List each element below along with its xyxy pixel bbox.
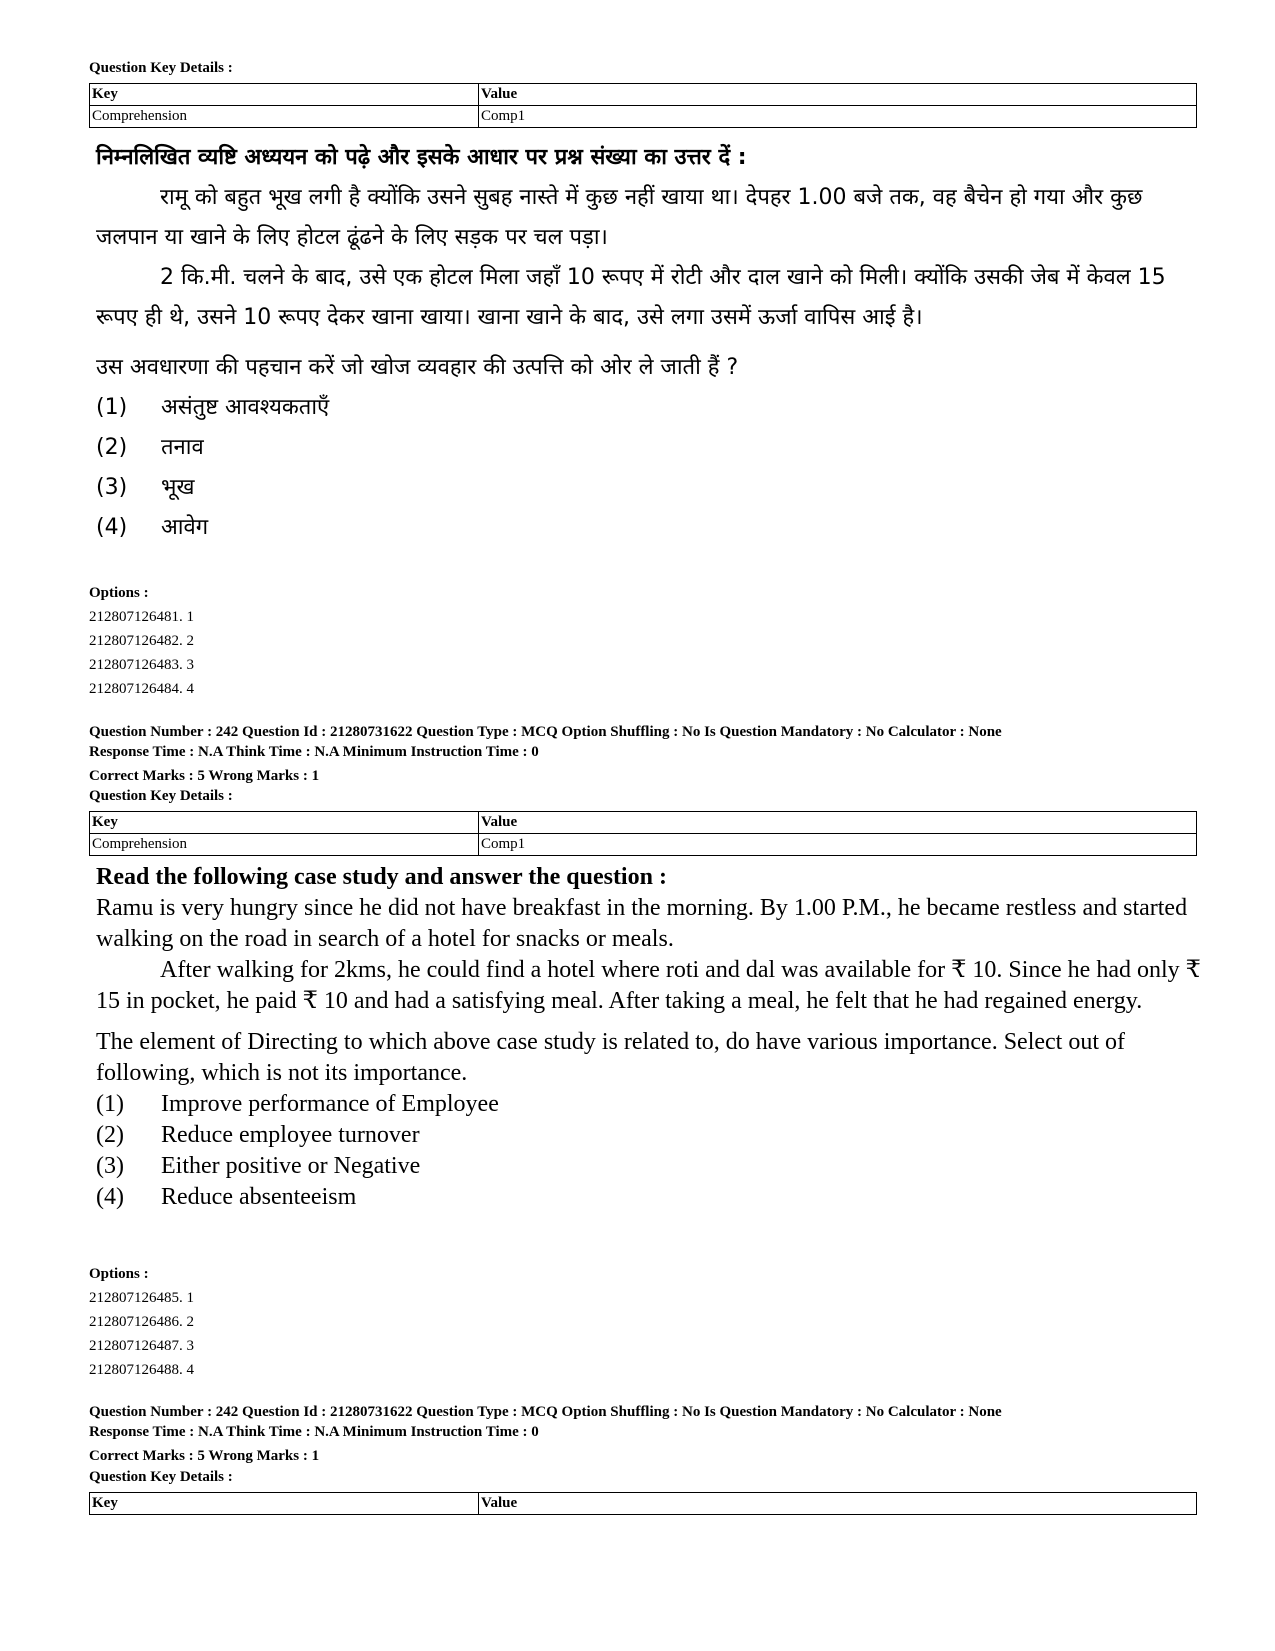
hindi-question-block bbox=[96, 138, 1204, 548]
choice-text: Either positive or Negative bbox=[161, 1153, 421, 1179]
choice-item bbox=[96, 428, 1204, 468]
choice-number: (1) bbox=[96, 395, 128, 420]
hindi-question: उस अवधारणा की पहचान करें जो खोज व्यवहार की उत्पत्ति को ओर ले जाती हैं ? bbox=[96, 355, 739, 380]
english-choices bbox=[96, 1089, 1204, 1213]
question-key-table bbox=[89, 811, 1197, 856]
choice-text: आवेग bbox=[161, 515, 209, 540]
question-key-table bbox=[89, 83, 1197, 128]
choice-text: असंतुष्ट आवश्यकताएँ bbox=[161, 395, 330, 420]
question-meta-line-2: Response Time : N.A Think Time : N.A Minimum Instruction Time : 0 bbox=[89, 744, 539, 760]
choice-text: Reduce absenteeism bbox=[161, 1184, 357, 1210]
options-label: Options : bbox=[89, 585, 149, 601]
option-item: 212807126481. 1 bbox=[89, 609, 194, 625]
choice-number: (2) bbox=[96, 435, 128, 460]
choice-number: (4) bbox=[96, 515, 128, 540]
hindi-paragraph-2: 2 कि.मी. चलने के बाद, उसे एक होटल मिला जहाँ 10 रूपए में रोटी और दाल खाने को मिली। क्योंकि उसकी जेब में केवल 15 रूपए ही थे, उसने 10 रूपए देकर खाना खाया। खाना खाने के बाद, उसे लगा उसमें ऊर्जा वापिस आई है। bbox=[96, 265, 1166, 330]
question-key-details-label: Question Key Details : bbox=[89, 788, 233, 804]
choice-item bbox=[96, 1151, 1204, 1182]
choice-item bbox=[96, 388, 1204, 428]
english-instruction: Read the following case study and answer the question : bbox=[96, 864, 667, 890]
choice-number: (4) bbox=[96, 1184, 124, 1210]
option-item: 212807126484. 4 bbox=[89, 681, 194, 697]
marks-line: Correct Marks : 5 Wrong Marks : 1 bbox=[89, 768, 320, 784]
option-item: 212807126488. 4 bbox=[89, 1362, 194, 1378]
choice-item bbox=[96, 468, 1204, 508]
question-meta-line-2: Response Time : N.A Think Time : N.A Minimum Instruction Time : 0 bbox=[89, 1424, 539, 1440]
choice-text: तनाव bbox=[161, 435, 204, 460]
choice-text: Reduce employee turnover bbox=[161, 1122, 420, 1148]
question-meta-line-1: Question Number : 242 Question Id : 21280731622 Question Type : MCQ Option Shuffling : No Is Question Mandatory : No Calculator : None bbox=[89, 1404, 1002, 1420]
question-key-details-label: Question Key Details : bbox=[89, 1469, 233, 1485]
choice-number: (1) bbox=[96, 1091, 124, 1117]
english-question-block bbox=[96, 862, 1204, 1213]
value-header: Value bbox=[479, 1493, 1197, 1515]
question-key-table bbox=[89, 1492, 1197, 1515]
option-item: 212807126486. 2 bbox=[89, 1314, 194, 1330]
value-header: Value bbox=[479, 84, 1197, 106]
choice-text: भूख bbox=[161, 475, 195, 500]
choice-item bbox=[96, 1182, 1204, 1213]
marks-line: Correct Marks : 5 Wrong Marks : 1 bbox=[89, 1448, 320, 1464]
hindi-paragraph-1: रामू को बहुत भूख लगी है क्योंकि उसने सुबह नास्ते में कुछ नहीं खाया था। देपहर 1.00 बजे तक, वह बैचेन हो गया और कुछ जलपान या खाने के लिए होटल ढूंढने के लिए सड़क पर चल पड़ा। bbox=[96, 185, 1143, 250]
english-paragraph-1: Ramu is very hungry since he did not have breakfast in the morning. By 1.00 P.M., he became restless and started walking on the road in search of a hotel for snacks or meals. bbox=[96, 895, 1188, 952]
question-key-details-label: Question Key Details : bbox=[89, 60, 233, 76]
table-header-row bbox=[90, 812, 1197, 834]
table-row bbox=[90, 834, 1197, 856]
choice-item bbox=[96, 1120, 1204, 1151]
question-meta-line-1: Question Number : 242 Question Id : 21280731622 Question Type : MCQ Option Shuffling : No Is Question Mandatory : No Calculator : None bbox=[89, 724, 1002, 740]
key-header: Key bbox=[90, 84, 479, 106]
option-item: 212807126482. 2 bbox=[89, 633, 194, 649]
option-item: 212807126487. 3 bbox=[89, 1338, 194, 1354]
options-list bbox=[89, 581, 194, 701]
key-cell: Comprehension bbox=[90, 834, 479, 856]
english-question: The element of Directing to which above case study is related to, do have various importance. Select out of following, which is not its importance. bbox=[96, 1029, 1125, 1086]
question-meta bbox=[89, 1402, 1002, 1466]
choice-number: (2) bbox=[96, 1122, 124, 1148]
hindi-instruction: निम्नलिखित व्यष्टि अध्ययन को पढ़े और इसके आधार पर प्रश्न संख्या का उत्तर दें : bbox=[96, 145, 747, 170]
value-header: Value bbox=[479, 812, 1197, 834]
choice-number: (3) bbox=[96, 1153, 124, 1179]
choice-number: (3) bbox=[96, 475, 128, 500]
question-meta bbox=[89, 722, 1002, 786]
key-header: Key bbox=[90, 1493, 479, 1515]
option-item: 212807126483. 3 bbox=[89, 657, 194, 673]
value-cell: Comp1 bbox=[479, 834, 1197, 856]
choice-item bbox=[96, 1089, 1204, 1120]
options-label: Options : bbox=[89, 1266, 149, 1282]
value-cell: Comp1 bbox=[479, 106, 1197, 128]
hindi-choices bbox=[96, 388, 1204, 548]
english-paragraph-2: After walking for 2kms, he could find a hotel where roti and dal was available for ₹ 10. Since he had only ₹ 15 in pocket, he paid ₹ 10 and had a satisfying meal. After taking a meal, he felt that he had regained energy. bbox=[96, 957, 1201, 1014]
option-item: 212807126485. 1 bbox=[89, 1290, 194, 1306]
key-cell: Comprehension bbox=[90, 106, 479, 128]
choice-text: Improve performance of Employee bbox=[161, 1091, 499, 1117]
table-header-row bbox=[90, 1493, 1197, 1515]
choice-item bbox=[96, 508, 1204, 548]
options-list bbox=[89, 1262, 194, 1382]
table-row bbox=[90, 106, 1197, 128]
key-header: Key bbox=[90, 812, 479, 834]
table-header-row bbox=[90, 84, 1197, 106]
